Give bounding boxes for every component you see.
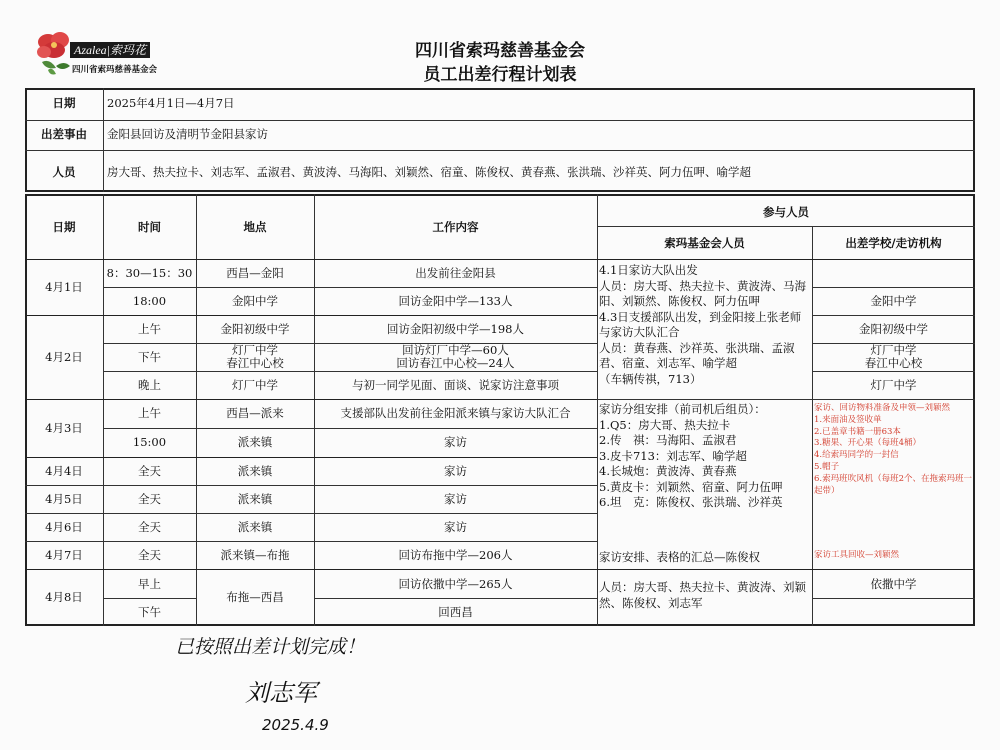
row-school: 依撒中学 bbox=[870, 577, 917, 591]
day-label: 4月5日 bbox=[45, 492, 83, 506]
header-school: 出差学校/走访机构 bbox=[845, 236, 942, 250]
row-place: 西昌—金阳 bbox=[226, 266, 284, 280]
row-time: 15:00 bbox=[132, 435, 167, 449]
row-work: 家访 bbox=[444, 520, 467, 534]
reason-label: 出差事由 bbox=[41, 127, 87, 141]
reason-value: 金阳县回访及清明节金阳县家访 bbox=[107, 127, 268, 141]
row-place: 派来镇 bbox=[237, 464, 273, 478]
row-place: 金阳初级中学 bbox=[220, 322, 290, 336]
day-label: 4月1日 bbox=[45, 280, 83, 294]
row-time: 下午 bbox=[138, 350, 161, 364]
day-label: 4月2日 bbox=[45, 350, 83, 364]
people-label: 人员 bbox=[52, 165, 76, 179]
row-work: 回访金阳中学—133人 bbox=[398, 294, 513, 308]
day-label: 4月6日 bbox=[45, 520, 83, 534]
day-label: 4月3日 bbox=[45, 421, 83, 435]
row-place: 金阳中学 bbox=[232, 294, 278, 308]
row-time: 全天 bbox=[138, 492, 161, 506]
row-place: 灯厂中学 春江中心校 bbox=[226, 344, 284, 370]
header-time: 时间 bbox=[138, 220, 161, 234]
handwritten-date: 2025.4.9 bbox=[262, 716, 329, 734]
materials-note: 家访、回访物料准备及申领—刘颖然 1.来面油及签收单 2.已盖章书籍一册63本 3.糖果、开心果（每班4桶） 4.给索玛同学的一封信 5.帽子 6.索玛班吹风机（每班2个、在拖索玛班一起带） bbox=[814, 403, 973, 496]
row-time: 18:00 bbox=[132, 294, 167, 308]
date-label: 日期 bbox=[52, 96, 76, 110]
date-value: 2025年4月1日—4月7日 bbox=[107, 96, 235, 110]
row-place: 布拖—西昌 bbox=[226, 590, 284, 604]
foundation-block-groups: 家访分组安排（前司机后组员）： 1.Q5：房大哥、热夫拉卡 2.传 祺：马海阳、孟淑君 3.皮卡713：刘志军、喻学超 4.长城炮：黄波涛、黄春燕 5.黄皮卡：刘颖然、宿童、阿力伍呷 6.坦 克：陈俊权、张洪瑞、沙祥英 bbox=[599, 402, 783, 509]
foundation-block-group1: 4.1日家访大队出发 人员：房大哥、热夫拉卡、黄波涛、马海阳、刘颖然、陈俊权、阿力伍呷 4.3日支援部队出发，到金阳接上张老师与家访大队汇合 人员：黄春燕、沙祥英、张洪瑞、孟淑君、宿童、刘志军、喻学超 （车辆传祺，713） bbox=[599, 263, 806, 386]
row-work: 回访布拖中学—206人 bbox=[398, 548, 513, 562]
row-place: 西昌—派来 bbox=[226, 406, 284, 420]
row-work: 家访 bbox=[444, 464, 467, 478]
row-work: 与初一同学见面、面谈、说家访注意事项 bbox=[352, 378, 559, 392]
document-title-line1: 四川省索玛慈善基金会 bbox=[415, 41, 585, 61]
row-school: 金阳中学 bbox=[870, 294, 917, 308]
row-school: 金阳初级中学 bbox=[859, 322, 928, 336]
row-school: 灯厂中学 春江中心校 bbox=[864, 344, 923, 370]
header-foundation: 索玛基金会人员 bbox=[664, 236, 745, 250]
row-work: 回访灯厂中学—60人 回访春江中心校—24人 bbox=[396, 344, 515, 370]
row-place: 灯厂中学 bbox=[232, 378, 278, 392]
tools-collection-note: 家访工具回收—刘颖然 bbox=[814, 550, 900, 560]
row-time: 全天 bbox=[138, 520, 161, 534]
foundation-block-return: 人员：房大哥、热夫拉卡、黄波涛、刘颖然、陈俊权、刘志军 bbox=[599, 580, 806, 610]
row-work: 回西昌 bbox=[438, 605, 473, 619]
header-date: 日期 bbox=[52, 220, 76, 234]
row-school: 灯厂中学 bbox=[870, 378, 917, 392]
row-work: 家访 bbox=[444, 435, 467, 449]
row-time: 晚上 bbox=[138, 378, 161, 392]
row-time: 8：30—15：30 bbox=[106, 266, 193, 280]
row-time: 上午 bbox=[138, 406, 161, 420]
row-time: 上午 bbox=[138, 322, 161, 336]
row-place: 派来镇 bbox=[237, 435, 273, 449]
logo-subtitle: 四川省索玛慈善基金会 bbox=[72, 65, 158, 75]
row-time: 全天 bbox=[138, 464, 161, 478]
document-title-line2: 员工出差行程计划表 bbox=[423, 65, 577, 85]
row-work: 家访 bbox=[444, 492, 467, 506]
row-work: 回访依撒中学—265人 bbox=[398, 577, 513, 591]
day-label: 4月8日 bbox=[45, 590, 83, 604]
handwritten-completion-note: 已按照出差计划完成！ bbox=[175, 636, 366, 658]
row-place: 派来镇 bbox=[237, 492, 273, 506]
row-work: 出发前往金阳县 bbox=[415, 266, 496, 280]
people-value: 房大哥、热夫拉卡、刘志军、孟淑君、黄波涛、马海阳、刘颖然、宿童、陈俊权、黄春燕、张洪瑞、沙祥英、阿力伍呷、喻学超 bbox=[107, 165, 751, 179]
foundation-block-summary: 家访安排、表格的汇总—陈俊权 bbox=[599, 550, 760, 564]
header-place: 地点 bbox=[243, 220, 267, 234]
row-time: 早上 bbox=[138, 577, 161, 591]
row-work: 支援部队出发前往金阳派来镇与家访大队汇合 bbox=[340, 406, 571, 420]
handwritten-signature: 刘志军 bbox=[245, 679, 317, 707]
day-label: 4月7日 bbox=[45, 548, 83, 562]
logo-brand-text: Azalea|索玛花 bbox=[70, 42, 150, 58]
row-work: 回访金阳初级中学—198人 bbox=[387, 322, 524, 336]
row-time: 下午 bbox=[138, 605, 161, 619]
header-work: 工作内容 bbox=[432, 220, 479, 234]
row-time: 全天 bbox=[138, 548, 161, 562]
row-place: 派来镇—布拖 bbox=[220, 548, 290, 562]
day-label: 4月4日 bbox=[45, 464, 83, 478]
header-participants: 参与人员 bbox=[763, 205, 809, 219]
row-place: 派来镇 bbox=[237, 520, 273, 534]
